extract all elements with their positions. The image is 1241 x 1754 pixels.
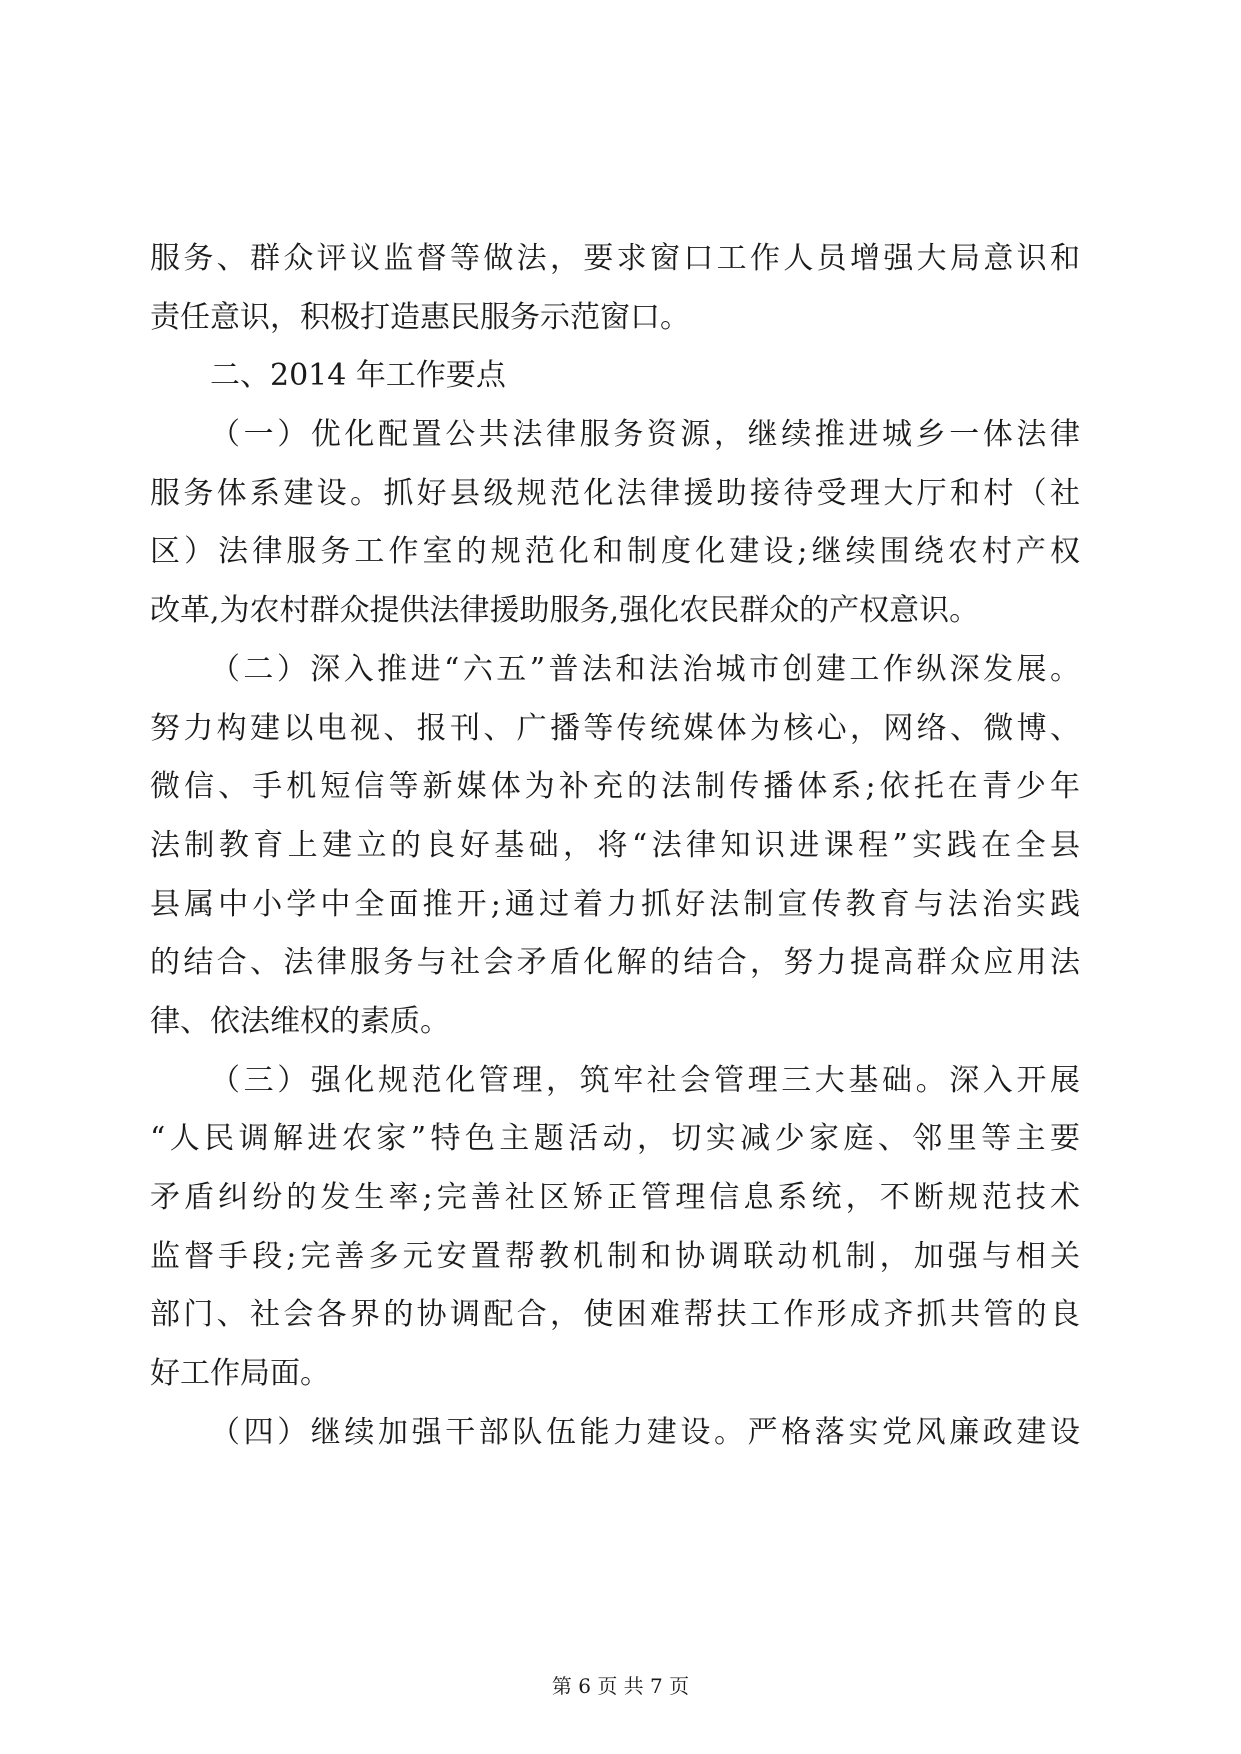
text-line: 微信、手机短信等新媒体为补充的法制传播体系;依托在青少年 xyxy=(150,769,1080,805)
text-line: 责任意识，积极打造惠民服务示范窗口。 xyxy=(150,299,690,335)
text-line: 区）法律服务工作室的规范化和制度化建设;继续围绕农村产权 xyxy=(150,534,1080,570)
text-line: 服务、群众评议监督等做法，要求窗口工作人员增强大局意识和 xyxy=(150,241,1080,276)
text-line: 努力构建以电视、报刊、广播等传统媒体为核心，网络、微博、 xyxy=(150,710,1080,746)
text-line: 律、依法维权的素质。 xyxy=(150,1003,450,1039)
text-line: 二、2014 年工作要点 xyxy=(210,358,506,394)
text-line: 好工作局面。 xyxy=(150,1356,330,1392)
page-footer: 第 6 页 共 7 页 xyxy=(551,1674,690,1698)
text-line: （三）强化规范化管理，筑牢社会管理三大基础。深入开展 xyxy=(210,1062,1080,1098)
text-line: 监督手段;完善多元安置帮教机制和协调联动机制，加强与相关 xyxy=(150,1238,1080,1274)
text-line: 矛盾纠纷的发生率;完善社区矫正管理信息系统，不断规范技术 xyxy=(150,1180,1080,1215)
text-line: 服务体系建设。抓好县级规范化法律援助接待受理大厅和村（社 xyxy=(150,475,1080,511)
text-line: 县属中小学中全面推开;通过着力抓好法制宣传教育与法治实践 xyxy=(150,886,1080,922)
text-line: “人民调解进农家”特色主题活动，切实减少家庭、邻里等主要 xyxy=(150,1121,1080,1157)
text-line: 法制教育上建立的良好基础，将“法律知识进课程”实践在全县 xyxy=(150,827,1080,863)
text-line: 的结合、法律服务与社会矛盾化解的结合，努力提高群众应用法 xyxy=(150,945,1080,981)
text-line: （四）继续加强干部队伍能力建设。严格落实党风廉政建设 xyxy=(210,1414,1080,1450)
text-line: 改革,为农村群众提供法律援助服务,强化农民群众的产权意识。 xyxy=(150,593,980,629)
text-line: （二）深入推进“六五”普法和法治城市创建工作纵深发展。 xyxy=(210,651,1080,687)
text-line: 部门、社会各界的协调配合，使困难帮扶工作形成齐抓共管的良 xyxy=(150,1297,1080,1333)
text-line: （一）优化配置公共法律服务资源，继续推进城乡一体法律 xyxy=(210,417,1080,453)
document-body xyxy=(150,230,1080,1462)
